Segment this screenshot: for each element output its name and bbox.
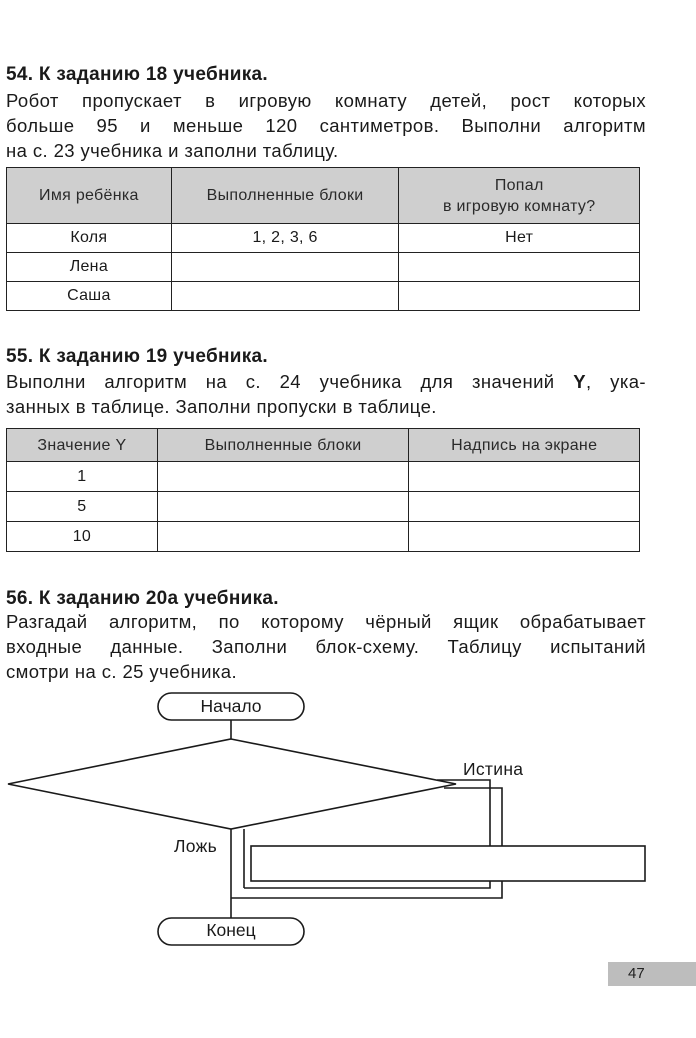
task-54-line-2: больше 95 и меньше 120 сантиметров. Выполни алгоритм [6,115,646,136]
cell-screen-text[interactable] [409,462,640,492]
cell-screen-text[interactable] [409,492,640,522]
flowchart-end-label: Конец [206,920,256,940]
header-child-name: Имя ребёнка [7,168,172,224]
task-56-text [6,609,646,684]
table-header-row [7,168,640,224]
cell-screen-text[interactable] [409,522,640,552]
cell-entered-room[interactable] [399,282,640,311]
header-entered-room-line-2: в игровую комнату? [443,197,596,215]
page-number: 47 [608,962,696,986]
cell-executed-blocks[interactable] [157,522,409,552]
task-55-line-1 [6,369,646,394]
task-55-line-1-after: , ука- [585,371,646,392]
task-55-table [6,428,640,552]
cell-child-name: Коля [7,224,172,253]
cell-executed-blocks[interactable] [157,462,409,492]
task-54-text [6,88,646,163]
variable-y: Y [573,371,586,392]
task-54-line-1: Робот пропускает в игровую комнату детей, рост которых [6,90,646,111]
task-55-line-1-before: Выполни алгоритм на с. 24 учебника для значений [6,371,574,392]
header-entered-room [399,168,640,224]
cell-executed-blocks[interactable] [171,253,399,282]
flowchart-return-inner [231,881,502,898]
task-55-heading: 55. К заданию 19 учебника. [6,346,268,367]
flowchart-true-label: Истина [463,759,524,779]
flowchart [0,688,696,948]
flowchart-action-box[interactable] [251,846,645,881]
task-56-line-1: Разгадай алгоритм, по которому чёрный ящик обрабатывает [6,611,646,632]
task-55-line-2: занных в таблице. Заполни пропуски в таблице. [6,396,437,417]
cell-child-name: Лена [7,253,172,282]
table-row [7,522,640,552]
cell-value-y: 10 [7,522,158,552]
flowchart-true-branch-inner [444,788,502,846]
header-value-y: Значение Y [7,429,158,462]
cell-executed-blocks[interactable] [171,282,399,311]
flowchart-false-label: Ложь [174,836,218,856]
header-entered-room-line-1: Попал [494,176,544,194]
flowchart-true-branch-outer [437,780,490,846]
cell-value-y: 1 [7,462,158,492]
table-row [7,462,640,492]
table-header-row [7,429,640,462]
flowchart-start-label: Начало [200,696,262,716]
cell-child-name: Саша [7,282,172,311]
cell-entered-room[interactable]: Нет [399,224,640,253]
cell-value-y: 5 [7,492,158,522]
flowchart-decision-diamond[interactable] [8,739,456,829]
task-56-line-3: смотри на с. 25 учебника. [6,661,238,682]
task-55-text [6,369,646,419]
table-row [7,492,640,522]
task-56-heading: 56. К заданию 20а учебника. [6,588,279,609]
cell-executed-blocks[interactable] [157,492,409,522]
flowchart-return-outer [244,881,490,888]
task-54-table [6,167,640,311]
task-54-line-3: на с. 23 учебника и заполни таблицу. [6,140,339,161]
cell-executed-blocks[interactable]: 1, 2, 3, 6 [171,224,399,253]
table-row [7,224,640,253]
header-executed-blocks: Выполненные блоки [157,429,409,462]
task-56-line-2: входные данные. Заполни блок-схему. Таблицу испытаний [6,636,646,657]
table-row [7,253,640,282]
table-row [7,282,640,311]
cell-entered-room[interactable] [399,253,640,282]
header-executed-blocks: Выполненные блоки [171,168,399,224]
header-screen-text: Надпись на экране [409,429,640,462]
task-54-heading: 54. К заданию 18 учебника. [6,64,268,85]
